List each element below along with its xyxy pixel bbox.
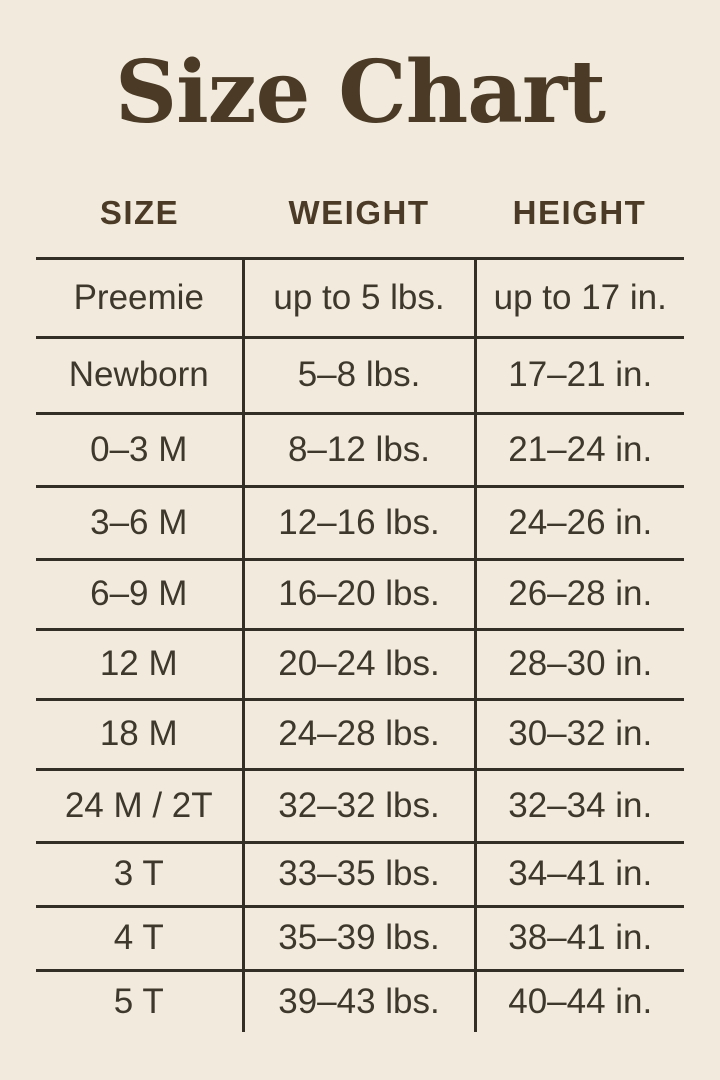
weight-cell: 5–8 lbs. [243,337,475,413]
height-cell: 17–21 in. [508,355,653,394]
table-row [36,559,684,629]
height-cell: 32–34 in. [508,785,653,825]
size-cell: 3 T [113,854,164,893]
size-table [36,170,684,1032]
size-cell: Preemie [73,277,204,317]
table-row [36,486,684,559]
size-cell: 24 M / 2T [64,785,213,825]
table-row [36,970,684,1032]
size-cell: 12 M [99,644,178,683]
table-row [36,629,684,699]
height-cell: 40–44 in. [508,981,653,1021]
weight-cell: 20–24 lbs. [243,629,475,699]
weight-cell: 35–39 lbs. [243,906,475,970]
height-cell: 21–24 in. [508,429,653,469]
table-row [36,906,684,970]
size-cell: 6–9 M [90,574,188,613]
size-cell: 4 T [113,918,164,957]
weight-cell: 12–16 lbs. [243,486,475,559]
column-header-size: SIZE [99,194,180,232]
weight-cell: 32–32 lbs. [243,769,475,842]
height-cell: 26–28 in. [508,574,653,613]
size-cell: 0–3 M [90,429,188,469]
size-cell: 18 M [99,714,178,753]
table-row [36,258,684,337]
table-row [36,413,684,486]
height-cell: 38–41 in. [508,918,653,957]
weight-cell: 8–12 lbs. [243,413,475,486]
table-row [36,842,684,906]
weight-cell: 24–28 lbs. [243,699,475,769]
height-cell: 34–41 in. [508,854,653,893]
height-cell: 28–30 in. [508,644,653,683]
weight-cell: up to 5 lbs. [243,258,475,337]
page-title: Size Chart [114,42,605,143]
header-row [36,170,684,258]
weight-cell: 33–35 lbs. [243,842,475,906]
weight-cell: 39–43 lbs. [243,970,475,1032]
size-cell: 5 T [113,981,164,1021]
height-cell: 24–26 in. [508,502,653,542]
weight-cell: 16–20 lbs. [243,559,475,629]
table-row [36,337,684,413]
table-row [36,699,684,769]
table-row [36,769,684,842]
column-header-height: HEIGHT [512,194,647,232]
height-cell: 30–32 in. [508,714,653,753]
column-header-weight: WEIGHT [288,194,430,232]
size-cell: Newborn [68,355,209,394]
size-cell: 3–6 M [90,502,188,542]
height-cell: up to 17 in. [493,277,667,317]
